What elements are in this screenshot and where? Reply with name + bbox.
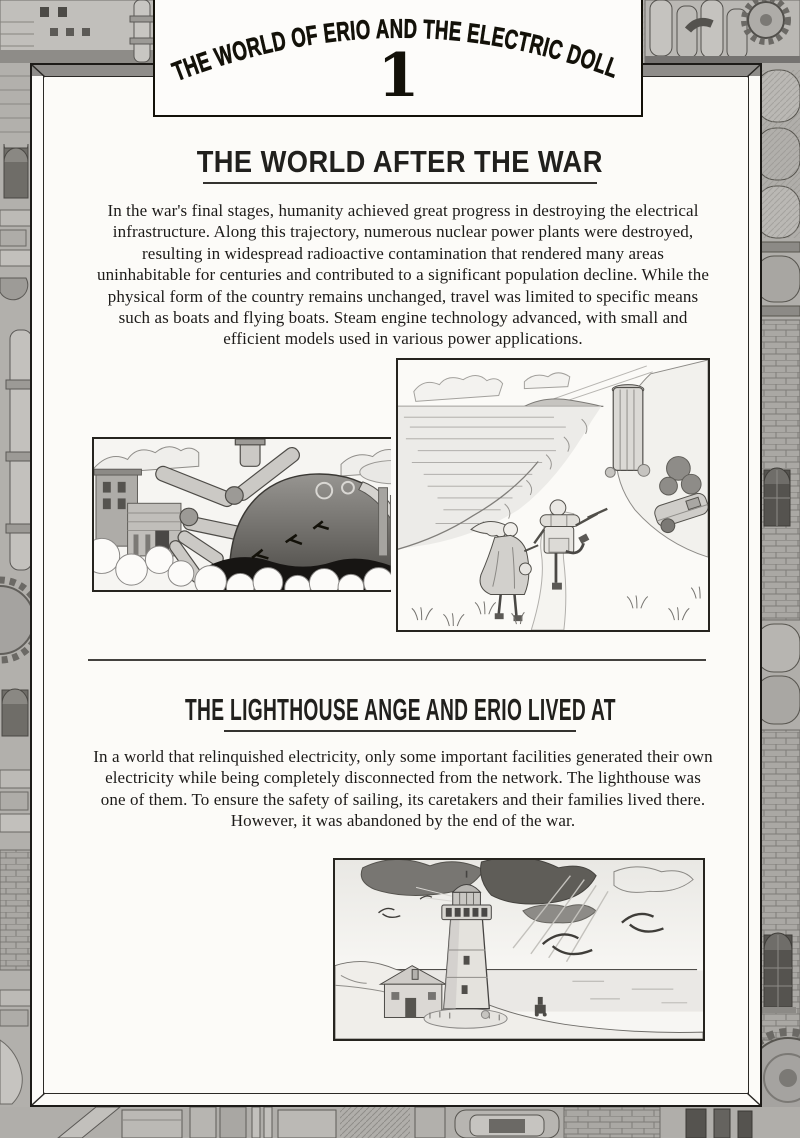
panel-ruined-machine-illustration (92, 437, 430, 592)
series-title: THE WORLD OF ERIO AND THE ELECTRIC DOLL (168, 13, 628, 87)
section-divider (88, 659, 706, 661)
panel-lighthouse-illustration (333, 858, 705, 1041)
section-heading-text: THE WORLD AFTER THE WAR (196, 144, 604, 179)
frame-top-right-machinery (645, 0, 800, 65)
section-paragraph: In the war's final stages, humanity achieved great progress in destroying the electrical infrastructure. Along this trajectory, numerous nuclear power plants were destroyed, resulting in widespread radioactive contamination that rendered many areas uninhabitable for centuries and contributed to a significant population decline. While the physical form of the country remains unchanged, travel was limited to specific means such as boats and flying boats. Steam engine technology advanced, with small and efficient models used in various power applications. (96, 201, 709, 349)
heading-underline (203, 182, 597, 184)
title-banner (153, 0, 643, 117)
heading-underline (224, 730, 576, 732)
frame-top-left-building (0, 0, 160, 64)
panel-coast-travelers-illustration (396, 358, 710, 632)
section-heading-lighthouse (40, 692, 760, 732)
section-paragraph: In a world that relinquished electricity, only some important facilities generated their own electricity while being completely disconnected from the network. The lighthouse was one of them. To ensure the safety of sailing, its caretakers and their families lived there. However, it was abandoned by the end of the war. (93, 747, 713, 831)
chapter-number: 1 (377, 41, 419, 111)
section-heading-world-after-war (40, 144, 760, 184)
frame-bottom-machinery (0, 1107, 800, 1138)
section-heading-text: THE LIGHTHOUSE ANGE AND ERIO LIVED AT (184, 692, 616, 727)
